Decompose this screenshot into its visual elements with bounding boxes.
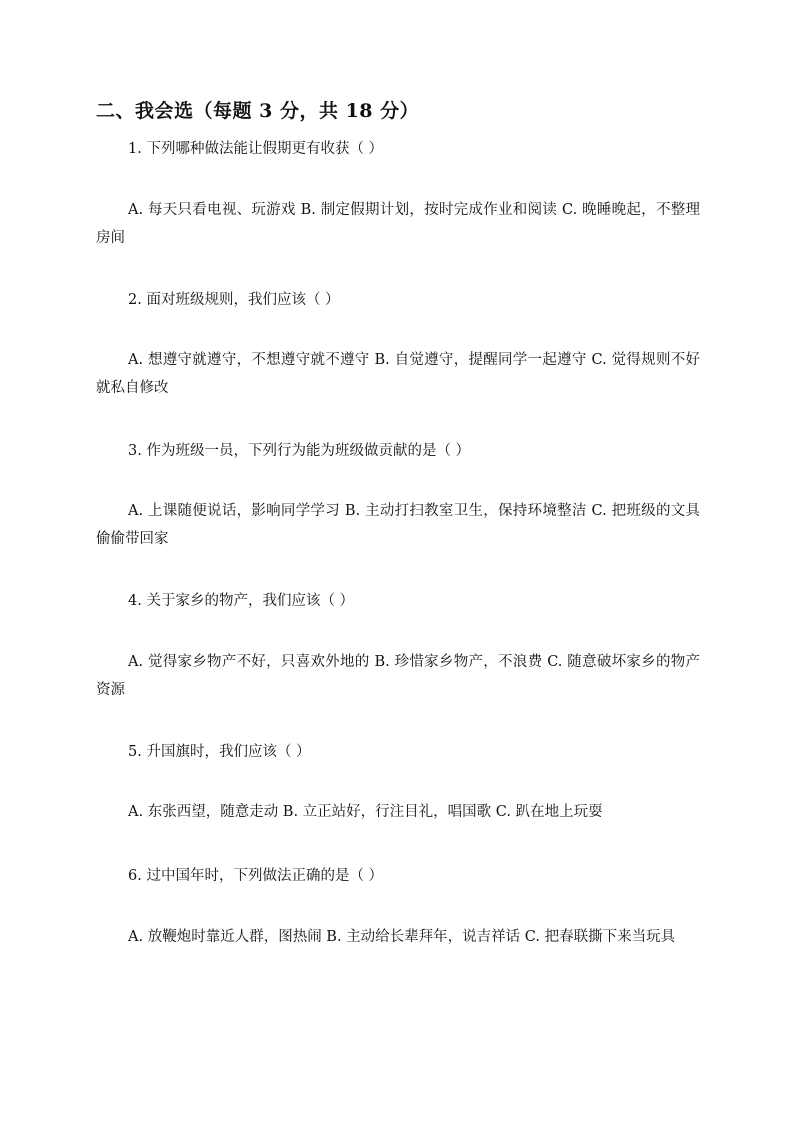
question-3-prompt: 3. 作为班级一员，下列行为能为班级做贡献的是（ ）	[128, 443, 471, 459]
question-2-prompt: 2. 面对班级规则，我们应该（ ）	[128, 292, 340, 308]
question-4-options: A. 觉得家乡物产不好，只喜欢外地的 B. 珍惜家乡物产，不浪费 C. 随意破坏家乡的物产资源	[96, 654, 700, 698]
question-1-options: A. 每天只看电视、玩游戏 B. 制定假期计划，按时完成作业和阅读 C. 晚睡晚起，不整理房间	[96, 202, 700, 246]
question-6-options: A. 放鞭炮时靠近人群，图热闹 B. 主动给长辈拜年，说吉祥话 C. 把春联撕下来当玩具	[128, 929, 676, 945]
question-3-options: A. 上课随便说话，影响同学学习 B. 主动打扫教室卫生，保持环境整洁 C. 把班级的文具偷偷带回家	[96, 503, 700, 547]
question-5-prompt: 5. 升国旗时，我们应该（ ）	[128, 744, 311, 760]
question-1-prompt: 1. 下列哪种做法能让假期更有收获（ ）	[128, 141, 384, 157]
section-title: 二、我会选（每题 3 分，共 18 分）	[96, 100, 420, 122]
question-5-options: A. 东张西望，随意走动 B. 立正站好，行注目礼，唱国歌 C. 趴在地上玩耍	[128, 804, 603, 820]
question-2-options: A. 想遵守就遵守，不想遵守就不遵守 B. 自觉遵守，提醒同学一起遵守 C. 觉得规则不好就私自修改	[96, 352, 700, 396]
question-4-prompt: 4. 关于家乡的物产，我们应该（ ）	[128, 593, 355, 609]
question-6-prompt: 6. 过中国年时，下列做法正确的是（ ）	[128, 868, 384, 884]
